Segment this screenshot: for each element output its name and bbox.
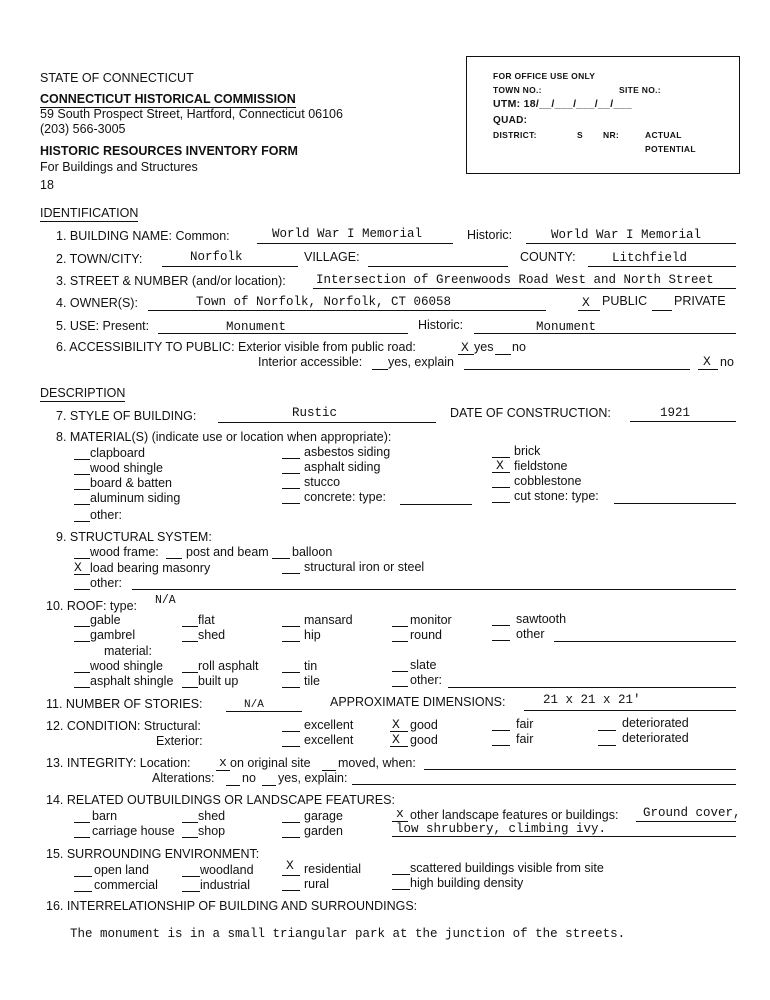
q6-label: 6. ACCESSIBILITY TO PUBLIC: Exterior visible from public road: [56, 340, 416, 354]
q8-asbestos-line [282, 458, 300, 459]
commission-address: 59 South Prospect Street, Hartford, Connecticut 06106 [40, 107, 343, 121]
q7-date-value: 1921 [660, 406, 691, 420]
q13-orig-line [216, 770, 230, 771]
q15-industrial: industrial [200, 878, 251, 892]
q9-iron-line [282, 573, 300, 574]
q8-asphalt: asphalt siding [304, 460, 381, 474]
q2-town-value: Norfolk [190, 250, 243, 264]
q10-monitor: monitor [410, 613, 452, 627]
q8-cutstone: cut stone: type: [514, 489, 599, 503]
q6-no2-line [698, 369, 718, 370]
q3-label: 3. STREET & NUMBER (and/or location): [56, 274, 286, 288]
q10-other2-line [392, 686, 408, 687]
q9-other: other: [90, 576, 122, 590]
q12-s-excellent-line [282, 731, 300, 732]
q10-shed: shed [198, 628, 226, 642]
q2-county-value: Litchfield [612, 251, 688, 265]
q11-dim-label: APPROXIMATE DIMENSIONS: [330, 695, 506, 709]
q9-load-line [74, 574, 90, 575]
q14-barn: barn [92, 809, 118, 823]
q10-tile-line [282, 687, 300, 688]
q14-other-value1: Ground cover, [643, 806, 741, 820]
q8-asbestos: asbestos siding [304, 445, 391, 459]
q12-e-fair: fair [516, 732, 534, 746]
q14-shop-line [182, 837, 198, 838]
q8-other-line [74, 521, 90, 522]
q13-yes-fill-line [352, 784, 736, 785]
q14-other-value2: low shrubbery, climbing ivy. [396, 822, 607, 836]
form-title: HISTORIC RESOURCES INVENTORY FORM [40, 144, 298, 158]
potential-label: POTENTIAL [645, 144, 696, 154]
q4-value: Town of Norfolk, Norfolk, CT 06058 [196, 295, 452, 309]
q14-shed-line [182, 822, 198, 823]
q10-other-line [492, 640, 510, 641]
q6-no-label: no [512, 340, 526, 354]
quad-label: QUAD: [493, 115, 528, 126]
q14-shop: shop [198, 824, 226, 838]
q9-other-fill-line [132, 589, 736, 590]
q10-gable: gable [90, 613, 121, 627]
q8-concrete-type-line [400, 504, 472, 505]
q12-e-fair-line [492, 745, 510, 746]
q8-concrete: concrete: type: [304, 490, 386, 504]
q6-no-line [495, 354, 511, 355]
q8-aluminum-line [74, 504, 90, 505]
q10-other: other [516, 627, 545, 641]
q12-e-deteriorated: deteriorated [622, 731, 689, 745]
q14-shed: shed [198, 809, 226, 823]
q12-s-fair: fair [516, 717, 534, 731]
q13-label: 13. INTEGRITY: Location: [46, 756, 191, 770]
q12-s-deteriorated-line [598, 730, 616, 731]
q7-label: 7. STYLE OF BUILDING: [56, 409, 197, 423]
q9-wood-frame: wood frame: [90, 545, 159, 559]
q14-carriage-line [74, 837, 90, 838]
q1-common-value: World War I Memorial [272, 227, 423, 241]
q10-slate-line [392, 671, 408, 672]
q14-other-mark: x [396, 806, 404, 821]
q9-post-beam-line [166, 558, 182, 559]
q5-present-value: Monument [226, 320, 287, 334]
q7-style-value: Rustic [292, 406, 338, 420]
q6-no2-label: no [720, 355, 734, 369]
commission-heading: CONNECTICUT HISTORICAL COMMISSION [40, 92, 296, 106]
q12-e-good-line [390, 746, 408, 747]
q10-other-fill-line [554, 641, 736, 642]
q9-wood-frame-line [74, 558, 90, 559]
q6-explain-line [464, 369, 690, 370]
q7-style-line [218, 422, 436, 423]
q13-moved-fill-line [424, 769, 736, 770]
q8-wood-shingle-line [74, 474, 90, 475]
q15-high-density-line [392, 889, 410, 890]
q8-stucco: stucco [304, 475, 341, 489]
q9-balloon-line [272, 558, 290, 559]
q10-material: material: [104, 644, 152, 658]
q1-label: 1. BUILDING NAME: Common: [56, 229, 230, 243]
q4-private-label: PRIVATE [674, 294, 726, 308]
commission-phone: (203) 566-3005 [40, 122, 126, 136]
q15-rural: rural [304, 877, 330, 891]
q11-label: 11. NUMBER OF STORIES: [46, 697, 203, 711]
q8-label: 8. MATERIAL(S) (indicate use or location when appropriate): [56, 430, 392, 444]
q12-s-excellent: excellent [304, 718, 354, 732]
q5-historic-value: Monument [536, 320, 597, 334]
q15-industrial-line [182, 891, 200, 892]
q1-historic-label: Historic: [467, 228, 513, 242]
q8-asphalt-line [282, 473, 300, 474]
q10-tin: tin [304, 659, 318, 673]
q8-other: other: [90, 508, 122, 522]
q15-open-land: open land [94, 863, 149, 877]
form-number: 18 [40, 178, 54, 192]
q9-load-mark: X [74, 560, 82, 575]
q12-s-fair-line [492, 730, 510, 731]
q10-sawtooth: sawtooth [516, 612, 567, 626]
q16-label: 16. INTERRELATIONSHIP OF BUILDING AND SURROUNDINGS: [46, 899, 418, 913]
q14-garage: garage [304, 809, 343, 823]
q10-flat: flat [198, 613, 215, 627]
q3-value: Intersection of Greenwoods Road West and North Street [316, 273, 714, 287]
state-heading: STATE OF CONNECTICUT [40, 71, 194, 85]
q10-roll-asphalt-line [182, 672, 198, 673]
q10-value: N/A [155, 594, 176, 607]
utm-label: UTM: 18/__/___/___/__/___ [493, 98, 632, 110]
q13-no: no [242, 771, 256, 785]
q4-label: 4. OWNER(S): [56, 296, 138, 310]
q4-private-line [652, 310, 672, 311]
q14-other: other landscape features or buildings: [410, 808, 619, 822]
q6-no-mark: X [703, 354, 711, 369]
q15-residential: residential [304, 862, 361, 876]
q4-public-label: PUBLIC [602, 294, 648, 308]
q8-wood-shingle: wood shingle [90, 461, 163, 475]
q12-exterior-label: Exterior: [156, 734, 203, 748]
identification-heading: IDENTIFICATION [40, 206, 139, 220]
q14-other-fill-line [636, 821, 736, 822]
q15-commercial: commercial [94, 878, 158, 892]
q9-label: 9. STRUCTURAL SYSTEM: [56, 530, 212, 544]
q10-other2: other: [410, 673, 442, 687]
q14-garden-line [282, 837, 300, 838]
q10-asphalt-shingle-line [74, 687, 90, 688]
q15-rural-line [282, 890, 300, 891]
q13-no-line [226, 785, 240, 786]
q10-roll-asphalt: roll asphalt [198, 659, 259, 673]
q12-label: 12. CONDITION: Structural: [46, 719, 201, 733]
q10-label: 10. ROOF: type: [46, 599, 138, 613]
q15-label: 15. SURROUNDING ENVIRONMENT: [46, 847, 260, 861]
q16-value: The monument is in a small triangular park at the junction of the streets. [70, 927, 626, 941]
q10-round: round [410, 628, 442, 642]
q10-gable-line [74, 626, 90, 627]
q15-scattered-line [392, 874, 410, 875]
q6-interior-label: Interior accessible: [258, 355, 363, 369]
q11-dim-line [524, 710, 736, 711]
q15-commercial-line [74, 891, 92, 892]
q3-line [313, 288, 736, 289]
q8-fieldstone-line [492, 472, 510, 473]
q12-s-good-mark: X [392, 717, 400, 732]
q8-board-batten-line [74, 489, 90, 490]
q12-e-deteriorated-line [598, 745, 616, 746]
q12-e-excellent-line [282, 746, 300, 747]
office-use-box [466, 56, 740, 174]
q8-clapboard-line [74, 459, 90, 460]
q14-garage-line [282, 822, 300, 823]
nr-label: NR: [603, 130, 620, 140]
q14-garden: garden [304, 824, 343, 838]
q10-flat-line [182, 626, 198, 627]
q11-dim-value: 21 x 21 x 21' [543, 693, 641, 707]
q13-orig: on original site [230, 756, 311, 770]
q6-yes-label: yes [474, 340, 494, 354]
q1-common-line [257, 243, 453, 244]
q4-public-line [578, 310, 600, 311]
q12-e-good-mark: X [392, 732, 400, 747]
q8-cobblestone-line [492, 487, 510, 488]
q10-hip-line [282, 641, 300, 642]
q10-sawtooth-line [492, 625, 510, 626]
q10-asphalt-shingle: asphalt shingle [90, 674, 174, 688]
q2-village-label: VILLAGE: [304, 250, 360, 264]
site-no-label: SITE NO.: [619, 85, 661, 95]
q6-yes-explain-line [372, 369, 388, 370]
q10-wood-shingle: wood shingle [90, 659, 163, 673]
q12-s-deteriorated: deteriorated [622, 716, 689, 730]
district-s-label: S [577, 130, 583, 140]
q7-date-line [630, 421, 736, 422]
q13-yes: yes, explain: [278, 771, 348, 785]
q13-yes-line [262, 785, 276, 786]
q8-fieldstone: fieldstone [514, 459, 568, 473]
q15-woodland-line [182, 876, 200, 877]
q9-iron: structural iron or steel [304, 560, 425, 574]
office-title: FOR OFFICE USE ONLY [493, 71, 596, 81]
q13-orig-mark: x [219, 755, 227, 770]
q10-slate: slate [410, 658, 437, 672]
q8-cutstone-line [492, 502, 510, 503]
q5-historic-line [474, 333, 736, 334]
q12-s-good: good [410, 718, 438, 732]
q7-date-label: DATE OF CONSTRUCTION: [450, 406, 611, 420]
q6-yes-line [458, 354, 474, 355]
q6-yes-mark: X [461, 340, 469, 355]
q11-stories-line [226, 711, 302, 712]
q10-built-up: built up [198, 674, 239, 688]
q10-tile: tile [304, 674, 320, 688]
q2-town-line [162, 266, 298, 267]
q10-other2-fill-line [448, 687, 736, 688]
q13-alterations: Alterations: [152, 771, 215, 785]
q10-hip: hip [304, 628, 321, 642]
q12-e-good: good [410, 733, 438, 747]
q2-village-line [368, 266, 508, 267]
q1-historic-line [526, 243, 736, 244]
q5-label: 5. USE: Present: [56, 319, 150, 333]
q11-value: N/A [244, 699, 264, 711]
q5-historic-label: Historic: [418, 318, 464, 332]
q13-moved: moved, when: [338, 756, 416, 770]
q8-aluminum: aluminum siding [90, 491, 181, 505]
description-heading: DESCRIPTION [40, 386, 126, 400]
q15-scattered: scattered buildings visible from site [410, 861, 604, 875]
q14-barn-line [74, 822, 90, 823]
q4-line [148, 310, 546, 311]
q8-cobblestone: cobblestone [514, 474, 582, 488]
q10-built-up-line [182, 687, 198, 688]
district-label: DISTRICT: [493, 130, 537, 140]
town-no-label: TOWN NO.: [493, 85, 542, 95]
q10-gambrel-line [74, 641, 90, 642]
q8-clapboard: clapboard [90, 446, 145, 460]
q14-label: 14. RELATED OUTBUILDINGS OR LANDSCAPE FEATURES: [46, 793, 395, 807]
q10-gambrel: gambrel [90, 628, 136, 642]
q4-public-mark: X [582, 295, 590, 310]
form-subtitle: For Buildings and Structures [40, 160, 198, 174]
q2-county-label: COUNTY: [520, 250, 576, 264]
q9-post-beam: post and beam [186, 545, 269, 559]
q10-tin-line [282, 672, 300, 673]
q15-high-density: high building density [410, 876, 524, 890]
q10-mansard: mansard [304, 613, 353, 627]
q9-load: load bearing masonry [90, 561, 211, 575]
q15-residential-line [282, 875, 300, 876]
q6-yes-explain-label: yes, explain [388, 355, 455, 369]
q15-residential-mark: X [286, 858, 294, 873]
q9-other-line [74, 589, 90, 590]
q9-balloon: balloon [292, 545, 333, 559]
q10-shed-line [182, 641, 198, 642]
q8-fieldstone-mark: X [496, 458, 504, 473]
q2-label: 2. TOWN/CITY: [56, 252, 143, 266]
q10-monitor-line [392, 626, 408, 627]
q12-e-excellent: excellent [304, 733, 354, 747]
q8-stucco-line [282, 488, 300, 489]
q8-concrete-line [282, 503, 300, 504]
q8-cutstone-type-line [614, 503, 736, 504]
q8-brick: brick [514, 444, 541, 458]
actual-label: ACTUAL [645, 130, 682, 140]
q8-board-batten: board & batten [90, 476, 173, 490]
q15-woodland: woodland [200, 863, 254, 877]
q1-historic-value: World War I Memorial [551, 228, 702, 242]
q10-round-line [392, 641, 408, 642]
q2-county-line [588, 266, 736, 267]
q15-open-land-line [74, 876, 92, 877]
q10-mansard-line [282, 626, 300, 627]
q14-carriage: carriage house [92, 824, 175, 838]
q10-wood-shingle-line [74, 672, 90, 673]
